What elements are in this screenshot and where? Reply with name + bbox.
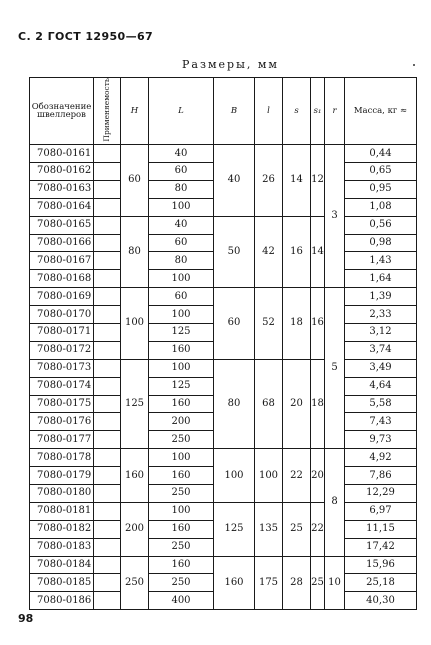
cell-L: 250 xyxy=(149,485,214,503)
cell-L: 160 xyxy=(149,341,214,359)
cell-mass: 0,65 xyxy=(345,162,417,180)
cell-designation: 7080-0186 xyxy=(30,592,94,610)
table-row xyxy=(30,216,417,234)
cell-applicability xyxy=(94,413,121,431)
cell-mass: 7,43 xyxy=(345,413,417,431)
cell-mass: 0,56 xyxy=(345,216,417,234)
cell-designation: 7080-0179 xyxy=(30,467,94,485)
cell-designation: 7080-0183 xyxy=(30,538,94,556)
cell-mass: 0,98 xyxy=(345,234,417,252)
col-mass: Масса, кг ≈ xyxy=(345,78,417,145)
cell-L: 100 xyxy=(149,359,214,377)
cell-s1: 12 xyxy=(311,145,325,217)
cell-applicability xyxy=(94,252,121,270)
cell-l: 175 xyxy=(255,556,283,610)
cell-s1: 14 xyxy=(311,216,325,288)
cell-applicability xyxy=(94,180,121,198)
cell-l: 52 xyxy=(255,288,283,360)
cell-L: 200 xyxy=(149,413,214,431)
cell-designation: 7080-0172 xyxy=(30,341,94,359)
cell-designation: 7080-0166 xyxy=(30,234,94,252)
margin-dot xyxy=(413,64,415,66)
cell-B: 100 xyxy=(214,449,255,503)
table-body xyxy=(30,145,417,610)
cell-B: 60 xyxy=(214,288,255,360)
cell-mass: 40,30 xyxy=(345,592,417,610)
cell-s1: 25 xyxy=(311,556,325,610)
cell-L: 160 xyxy=(149,556,214,574)
cell-designation: 7080-0171 xyxy=(30,323,94,341)
cell-mass: 0,44 xyxy=(345,145,417,163)
cell-mass: 17,42 xyxy=(345,538,417,556)
col-designation: Обозначение швеллеров xyxy=(30,78,94,145)
cell-designation: 7080-0161 xyxy=(30,145,94,163)
cell-L: 80 xyxy=(149,180,214,198)
cell-r: 8 xyxy=(325,449,345,556)
cell-applicability xyxy=(94,270,121,288)
page-header: С. 2 ГОСТ 12950—67 xyxy=(18,30,154,43)
cell-applicability xyxy=(94,592,121,610)
cell-designation: 7080-0163 xyxy=(30,180,94,198)
cell-applicability xyxy=(94,288,121,306)
cell-l: 135 xyxy=(255,502,283,556)
cell-L: 100 xyxy=(149,198,214,216)
table-row xyxy=(30,556,417,574)
cell-s: 25 xyxy=(283,502,311,556)
cell-designation: 7080-0173 xyxy=(30,359,94,377)
cell-designation: 7080-0182 xyxy=(30,520,94,538)
cell-L: 60 xyxy=(149,234,214,252)
cell-mass: 0,95 xyxy=(345,180,417,198)
table-row xyxy=(30,449,417,467)
cell-B: 160 xyxy=(214,556,255,610)
cell-s1: 16 xyxy=(311,288,325,360)
cell-mass: 1,08 xyxy=(345,198,417,216)
cell-mass: 7,86 xyxy=(345,467,417,485)
cell-s: 14 xyxy=(283,145,311,217)
cell-mass: 3,12 xyxy=(345,323,417,341)
cell-L: 40 xyxy=(149,145,214,163)
cell-applicability xyxy=(94,377,121,395)
col-s1: s₁ xyxy=(311,78,325,145)
cell-L: 60 xyxy=(149,162,214,180)
cell-applicability xyxy=(94,485,121,503)
cell-applicability xyxy=(94,574,121,592)
cell-B: 50 xyxy=(214,216,255,288)
cell-mass: 25,18 xyxy=(345,574,417,592)
cell-r: 10 xyxy=(325,556,345,610)
cell-L: 100 xyxy=(149,449,214,467)
table-row xyxy=(30,288,417,306)
cell-mass: 9,73 xyxy=(345,431,417,449)
col-r: r xyxy=(325,78,345,145)
cell-mass: 1,64 xyxy=(345,270,417,288)
cell-H: 100 xyxy=(121,288,149,360)
cell-designation: 7080-0176 xyxy=(30,413,94,431)
cell-L: 40 xyxy=(149,216,214,234)
cell-mass: 1,39 xyxy=(345,288,417,306)
cell-B: 80 xyxy=(214,359,255,448)
cell-designation: 7080-0184 xyxy=(30,556,94,574)
cell-L: 80 xyxy=(149,252,214,270)
cell-designation: 7080-0175 xyxy=(30,395,94,413)
col-s: s xyxy=(283,78,311,145)
table-header-row xyxy=(30,78,417,145)
cell-L: 100 xyxy=(149,306,214,324)
cell-designation: 7080-0178 xyxy=(30,449,94,467)
cell-s: 22 xyxy=(283,449,311,503)
cell-applicability xyxy=(94,341,121,359)
cell-L: 160 xyxy=(149,467,214,485)
cell-r: 5 xyxy=(325,288,345,449)
cell-mass: 12,29 xyxy=(345,485,417,503)
col-L: L xyxy=(149,78,214,145)
cell-L: 160 xyxy=(149,395,214,413)
cell-B: 125 xyxy=(214,502,255,556)
cell-L: 250 xyxy=(149,538,214,556)
cell-applicability xyxy=(94,502,121,520)
cell-mass: 15,96 xyxy=(345,556,417,574)
cell-mass: 4,92 xyxy=(345,449,417,467)
cell-designation: 7080-0174 xyxy=(30,377,94,395)
cell-mass: 2,33 xyxy=(345,306,417,324)
cell-mass: 11,15 xyxy=(345,520,417,538)
dimensions-table xyxy=(29,77,417,610)
cell-L: 60 xyxy=(149,288,214,306)
cell-L: 250 xyxy=(149,574,214,592)
cell-applicability xyxy=(94,234,121,252)
table-row xyxy=(30,145,417,163)
cell-designation: 7080-0180 xyxy=(30,485,94,503)
cell-L: 100 xyxy=(149,502,214,520)
cell-L: 160 xyxy=(149,520,214,538)
cell-designation: 7080-0168 xyxy=(30,270,94,288)
cell-s1: 22 xyxy=(311,502,325,556)
cell-applicability xyxy=(94,395,121,413)
cell-applicability xyxy=(94,198,121,216)
cell-designation: 7080-0177 xyxy=(30,431,94,449)
cell-L: 100 xyxy=(149,270,214,288)
cell-mass: 3,49 xyxy=(345,359,417,377)
cell-designation: 7080-0167 xyxy=(30,252,94,270)
cell-designation: 7080-0170 xyxy=(30,306,94,324)
cell-r: 3 xyxy=(325,145,345,288)
cell-s: 28 xyxy=(283,556,311,610)
col-applicability-label: Применяемость xyxy=(101,78,111,142)
col-H: H xyxy=(121,78,149,145)
cell-H: 125 xyxy=(121,359,149,448)
table-row xyxy=(30,359,417,377)
cell-H: 160 xyxy=(121,449,149,503)
cell-s1: 18 xyxy=(311,359,325,448)
cell-applicability xyxy=(94,449,121,467)
cell-l: 26 xyxy=(255,145,283,217)
cell-l: 68 xyxy=(255,359,283,448)
col-applicability xyxy=(94,78,121,145)
cell-H: 80 xyxy=(121,216,149,288)
cell-applicability xyxy=(94,323,121,341)
cell-applicability xyxy=(94,359,121,377)
col-l: l xyxy=(255,78,283,145)
cell-B: 40 xyxy=(214,145,255,217)
cell-applicability xyxy=(94,162,121,180)
cell-applicability xyxy=(94,306,121,324)
cell-applicability xyxy=(94,431,121,449)
cell-designation: 7080-0165 xyxy=(30,216,94,234)
cell-mass: 1,43 xyxy=(345,252,417,270)
cell-applicability xyxy=(94,467,121,485)
cell-mass: 5,58 xyxy=(345,395,417,413)
cell-H: 250 xyxy=(121,556,149,610)
table-caption: Размеры, мм xyxy=(182,58,279,71)
page-number: 98 xyxy=(18,612,34,625)
cell-designation: 7080-0164 xyxy=(30,198,94,216)
cell-L: 250 xyxy=(149,431,214,449)
cell-L: 125 xyxy=(149,377,214,395)
cell-designation: 7080-0162 xyxy=(30,162,94,180)
cell-designation: 7080-0181 xyxy=(30,502,94,520)
cell-L: 125 xyxy=(149,323,214,341)
cell-applicability xyxy=(94,145,121,163)
cell-L: 400 xyxy=(149,592,214,610)
cell-l: 100 xyxy=(255,449,283,503)
cell-l: 42 xyxy=(255,216,283,288)
cell-s1: 20 xyxy=(311,449,325,503)
cell-H: 200 xyxy=(121,502,149,556)
cell-H: 60 xyxy=(121,145,149,217)
cell-s: 18 xyxy=(283,288,311,360)
cell-mass: 4,64 xyxy=(345,377,417,395)
cell-applicability xyxy=(94,538,121,556)
cell-applicability xyxy=(94,520,121,538)
cell-mass: 6,97 xyxy=(345,502,417,520)
cell-designation: 7080-0169 xyxy=(30,288,94,306)
col-B: B xyxy=(214,78,255,145)
cell-applicability xyxy=(94,216,121,234)
table-row xyxy=(30,502,417,520)
cell-s: 20 xyxy=(283,359,311,448)
cell-designation: 7080-0185 xyxy=(30,574,94,592)
cell-mass: 3,74 xyxy=(345,341,417,359)
cell-applicability xyxy=(94,556,121,574)
cell-s: 16 xyxy=(283,216,311,288)
